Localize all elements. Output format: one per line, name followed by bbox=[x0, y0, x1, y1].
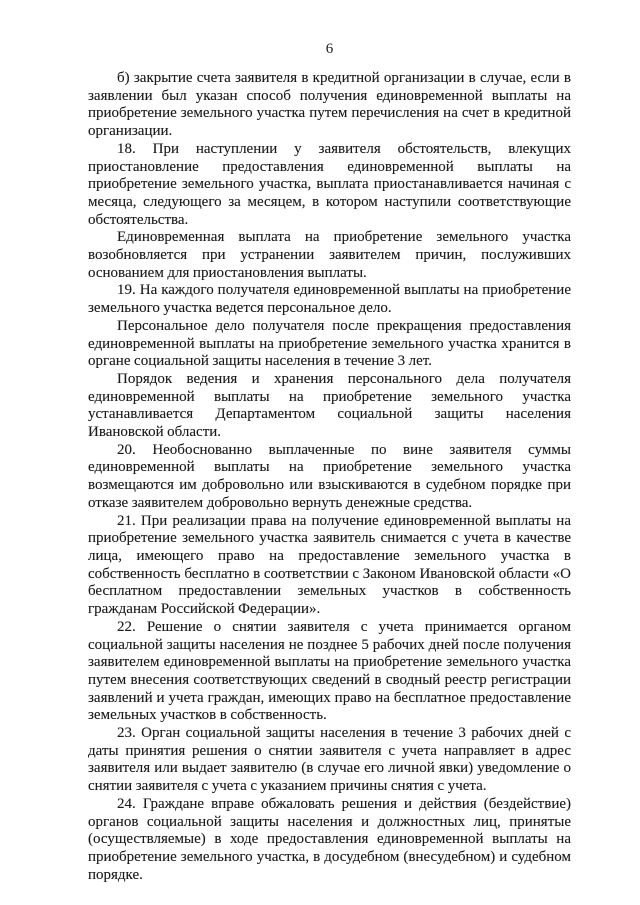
paragraph-item-22: 22. Решение о снятии заявителя с учета принимается органом социальной защиты населения не позднее 5 рабочих дней после получения заявителем единовременной выплаты на приобретение земельного участка путем внесения соответствующих сведений в сводный реестр регистрации заявлений и учета граждан, имеющих право на бесплатное предоставление земельных участков в собственность. bbox=[88, 618, 571, 724]
page-number: 6 bbox=[325, 41, 334, 57]
paragraph-item-23: 23. Орган социальной защиты населения в течение 3 рабочих дней с даты принятия решения о снятии заявителя с учета направляет в адрес заявителя или выдает заявителю (в случае его личной явки) уведомление о снятии заявителя с учета с указанием причины снятия с учета. bbox=[88, 725, 571, 795]
paragraph-item-19: 19. На каждого получателя единовременной выплаты на приобретение земельного участка ведется персональное дело. bbox=[88, 282, 571, 317]
paragraph-subitem-b: б) закрытие счета заявителя в кредитной организации в случае, если в заявлении был указан способ получения единовременной выплаты на приобретение земельного участка путем перечисления на счет в кредитной организации. bbox=[88, 70, 571, 140]
document-body bbox=[0, 70, 640, 884]
paragraph-item-18: 18. При наступлении у заявителя обстоятельств, влекущих приостановление предоставления единовременной выплаты на приобретение земельного участка, выплата приостанавливается начиная с месяца, следующего за месяцем, в котором наступили соответствующие обстоятельства. bbox=[88, 140, 571, 228]
paragraph-item-19-continued-1: Персональное дело получателя после прекращения предоставления единовременной выплаты на приобретение земельного участка хранится в органе социальной защиты населения в течение 3 лет. bbox=[88, 317, 571, 370]
paragraph-item-20: 20. Необоснованно выплаченные по вине заявителя суммы единовременной выплаты на приобретение земельного участка возмещаются им добровольно или взыскиваются в судебном порядке при отказе заявителем добровольно вернуть денежные средства. bbox=[88, 441, 571, 511]
paragraph-item-18-continued: Единовременная выплата на приобретение земельного участка возобновляется при устранении заявителем причин, послуживших основанием для приостановления выплаты. bbox=[88, 229, 571, 281]
paragraph-item-19-continued-2: Порядок ведения и хранения персонального дела получателя единовременной выплаты на приобретение земельного участка устанавливается Департаментом социальной защиты населения Ивановской области. bbox=[88, 370, 571, 441]
paragraph-item-21: 21. При реализации права на получение единовременной выплаты на приобретение земельного участка заявитель снимается с учета в качестве лица, имеющего право на предоставление земельного участка в собственность бесплатно в соответствии с Законом Ивановской области «О бесплатном предоставлении земельных участков в собственность гражданам Российской Федерации». bbox=[88, 512, 571, 618]
paragraph-item-24: 24. Граждане вправе обжаловать решения и действия (бездействие) органов социальной защиты населения и должностных лиц, принятые (осуществляемые) в ходе предоставления единовременной выплаты на приобретение земельного участка, в досудебном (внесудебном) и судебном порядке. bbox=[88, 795, 571, 883]
